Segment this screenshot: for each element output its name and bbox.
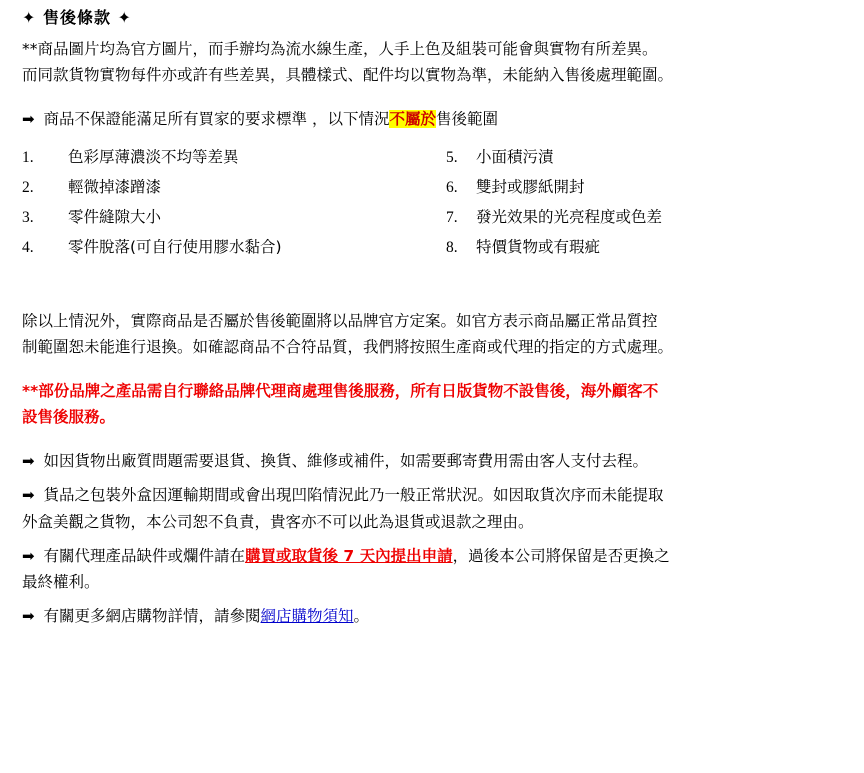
item-shipping-cost (22, 449, 850, 473)
list-item-label: 零件縫隙大小 (68, 208, 162, 227)
list-item-number: 7. (446, 209, 458, 227)
list-item (22, 205, 436, 230)
policy-line-2: 制範圍恕未能進行退換。如確認商品不合符品質，我們將按照生產商或代理的指定的方式處理。 (22, 338, 674, 357)
list-item-number: 5. (446, 149, 458, 167)
list-item (22, 235, 436, 260)
more-info-before: 有關更多網店購物詳情，請參閱 (43, 606, 261, 625)
exclusion-list (22, 145, 850, 265)
list-item-number: 6. (446, 179, 458, 197)
list-item (446, 205, 850, 230)
exclusion-list-right (436, 145, 850, 265)
arrow-icon: ➡ (22, 109, 35, 128)
list-item-label: 發光效果的光亮程度或色差 (476, 208, 663, 227)
list-item-number: 8. (446, 239, 458, 257)
agent-notice-line-2: 設售後服務。 (22, 408, 116, 427)
list-item-label: 特價貨物或有瑕疵 (476, 238, 601, 257)
list-item (446, 145, 850, 170)
agent-notice-line-1: **部份品牌之產品需自行聯絡品牌代理商處理售後服務，所有日版貨物不設售後，海外顧客不 (22, 382, 659, 401)
list-item-label: 輕微掉漆蹭漆 (68, 178, 162, 197)
list-item-label: 雙封或膠紙開封 (476, 178, 585, 197)
exclusion-notice (22, 107, 850, 131)
intro-line-1: **商品圖片均為官方圖片，而手辦均為流水線生產，人手上色及組裝可能會與實物有所差異。 (22, 39, 658, 58)
exclusion-highlight: 不屬於 (389, 109, 436, 128)
list-item-label: 小面積污漬 (476, 148, 554, 167)
item-more-info (22, 604, 850, 628)
arrow-icon: ➡ (22, 606, 35, 625)
more-info-after: 。 (353, 606, 370, 625)
list-item-number: 3. (22, 209, 34, 227)
item-packaging (22, 483, 850, 507)
list-item-label: 零件脫落(可自行使用膠水黏合) (68, 238, 282, 257)
agent-parts-before: 有關代理產品缺件或爛件請在 (43, 546, 246, 565)
list-item-number: 2. (22, 179, 34, 197)
arrow-icon: ➡ (22, 546, 35, 565)
list-item-number: 4. (22, 239, 34, 257)
item-packaging-text-2: 外盒美觀之貨物，本公司恕不負責，貴客亦不可以此為退貨或退款之理由。 (22, 512, 534, 531)
list-item (22, 175, 436, 200)
list-item (446, 235, 850, 260)
policy-line-1: 除以上情況外，實際商品是否屬於售後範圍將以品牌官方定案。如官方表示商品屬正常品質控 (22, 312, 658, 331)
list-item (446, 175, 850, 200)
list-item-number: 1. (22, 149, 34, 167)
item-packaging-text-1: 貨品之包裝外盒因運輸期間或會出現凹陷情況此乃一般正常狀況。如因取貨次序而未能提取 (43, 486, 664, 505)
list-item (22, 145, 436, 170)
exclusion-notice-before: 商品不保證能滿足所有買家的要求標準 ，以下情況 (43, 109, 390, 128)
page-title: ✦ 售後條款 ✦ (22, 8, 132, 27)
arrow-icon: ➡ (22, 486, 35, 505)
list-item-label: 色彩厚薄濃淡不均等差異 (68, 148, 239, 167)
exclusion-notice-after: 售後範圍 (435, 109, 498, 128)
agent-parts-line-2: 最終權利。 (22, 572, 100, 591)
agent-parts-after: ，過後本公司將保留是否更換之 (452, 546, 670, 565)
item-shipping-cost-text: 如因貨物出廠質問題需要退貨、換貨、維修或補件，如需要郵寄費用需由客人支付去程。 (43, 452, 649, 471)
exclusion-list-left (22, 145, 436, 265)
arrow-icon: ➡ (22, 452, 35, 471)
intro-line-2: 而同款貨物實物每件亦或許有些差異，具體樣式、配件均以實物為準，未能納入售後處理範圍。 (22, 65, 674, 84)
shop-guide-link[interactable]: 網店購物須知 (260, 606, 354, 625)
agent-parts-deadline: 購買或取貨後 7 天內提出申請 (245, 546, 453, 565)
item-agent-parts (22, 544, 850, 568)
